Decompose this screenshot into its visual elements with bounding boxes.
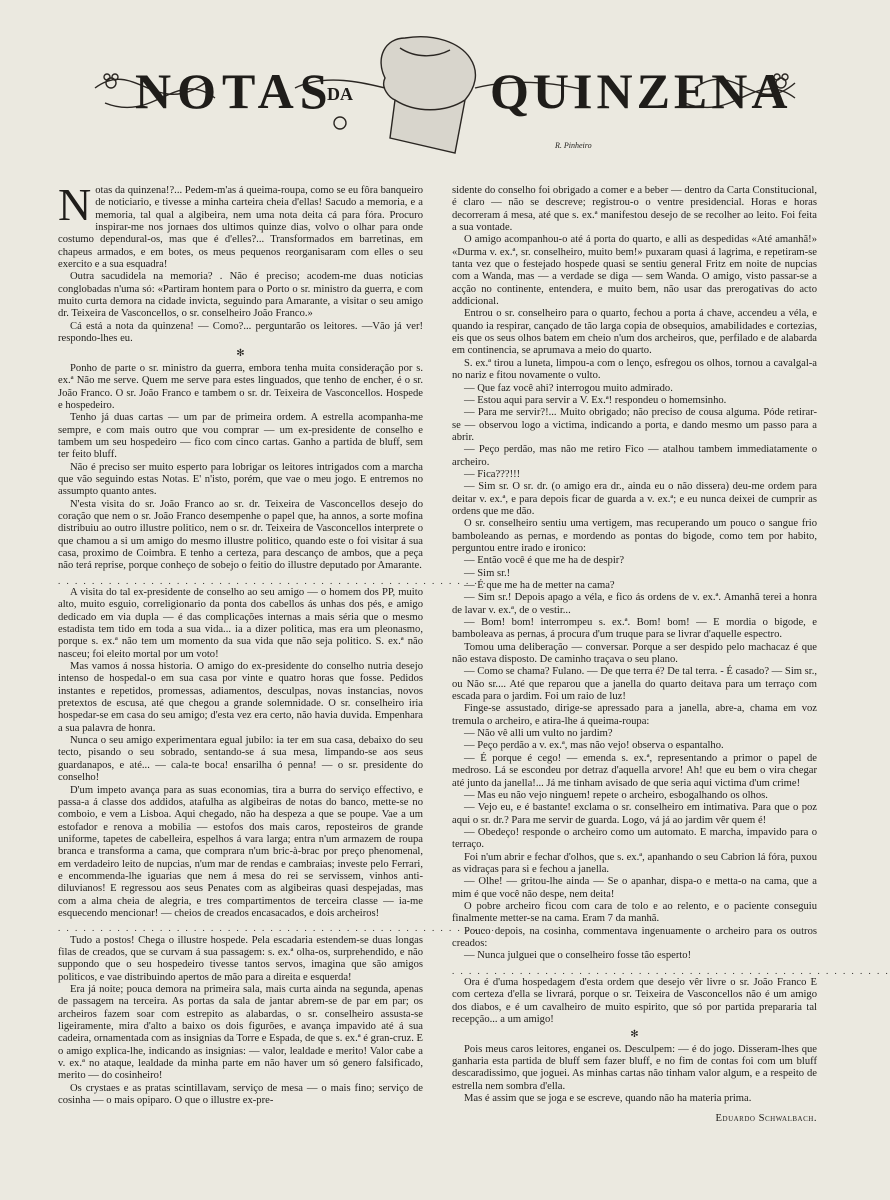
paragraph: O sr. conselheiro sentiu uma vertigem, mas recuperando um pouco o sangue frio bamboleando as pernas, e mordendo as pontas do bigode, como tem por habito, perguntou entre irado e ironico: xyxy=(452,518,817,554)
title-notas: NOTAS xyxy=(135,63,334,119)
paragraph: Entrou o sr. conselheiro para o quarto, fechou a porta á chave, accendeu a véla, e quando ia respirar, cançado de tão larga copia de obsequios, amabilidades e cortezias, eis que os seus olhos batem em cheio n'um dos archeiros, que, perfilado e de alabarda em continencia, se aprumava a meio do quarto. xyxy=(452,308,817,357)
paragraph: Os crystaes e as pratas scintillavam, serviço de mesa — o mais fino; serviço de cosinha — o mais opiparo. O que o illustre ex-pre- xyxy=(58,1082,423,1107)
dialogue-line: — Fica???!!! xyxy=(464,468,521,480)
dialogue-line: — Que faz você ahi? interrogou muito admirado. xyxy=(464,382,673,394)
paragraph: A visita do tal ex-presidente de conselho ao seu amigo — o homem dos PP, muito alto, muito esguio, correligionario da ponta dos cabellos ás unhas dos pés, e amigo dedicado em via dupla — é das complicações internas a mais séria que o mesmo estadista tem tido em toda a sua vida... ia a dizer politica, mas era um pleonasmo, porque s. ex.ª não tem um momento da sua vida que não seja politico. S. ex.ª não nasceu; foi eleito mortal por um voto! xyxy=(58,587,423,660)
paragraph: N'esta visita do sr. João Franco ao sr. dr. Teixeira de Vasconcellos desejo do coração que nem o sr. João Franco desempenhe o papel que, ha annos, a sorte mofina distribuiu ao outro illustre politico, nem o sr. dr. Teixeira de Vasconcellos interprete o que chamou a si um amigo do mesmo illustre politico, quando este o foi visitar á sua casa, proximo de Coimbra. E tenho a certeza, para descanço de ambos, que a peça não terá reprise, porque conheço de sobejo o feitio do illustre deputado por Amarante. xyxy=(58,498,423,572)
dialogue-line: — Obedeço! responde o archeiro como um automato. E marcha, impavido para o terraço. xyxy=(452,826,817,851)
dialogue-line: — É que me ha de metter na cama? xyxy=(464,580,615,591)
masthead-illustration xyxy=(95,28,795,158)
dialogue-line: — Bom! bom! interrompeu s. ex.ª. Bom! bom! — E mordia o bigode, e bamboleava as pernas, á procura d'um truque para se livrar d'aquelle espectro. xyxy=(452,617,817,641)
paragraph: Mas é assim que se joga e se escreve, quando não ha materia prima. xyxy=(464,1093,752,1105)
paragraph: Tenho já duas cartas — um par de primeira ordem. A estrella acompanha-me sempre, e com mais outro que vou comprar — um ex-presidente de conselho e tambem um seu hospedeiro — fico com cinco cartas. Ganho a partida de bluff, sem ter feito bluff. xyxy=(58,412,423,461)
paragraph: Outra sacudidela na memoria? . Não é preciso; acodem-me duas noticias conglobadas n'uma só: «Partiram hontem para o Porto o sr. ministro da guerra, e com muito curta demora na cidade invicta, seguindo para Amarante, a visitar o seu amigo dr. Teixeira de Vasconcellos, o sr. conselheiro João Franco.» xyxy=(58,271,423,320)
paragraph: S. ex.ª tirou a luneta, limpou-a com o lenço, esfregou os olhos, tornou a cavalgal-a no nariz e fitou novamente o vulto. xyxy=(452,357,817,382)
dotted-separator: . . . . . . . . . . . . . . . . . . . . . . . . . . . . . . . . . . . . . . . . . . . . . . . . . . . . xyxy=(58,923,496,934)
paragraph: Ponho de parte o sr. ministro da guerra, embora tenha muita consideração por s. ex.ª Não me serve. Quem me serve para estes linguados, que tenho de encher, é o sr. João Franco. O sr. João Franco e tambem o sr. dr. Teixeira de Vasconcellos. Hospede e hospedeiro. xyxy=(58,362,423,411)
paragraph: Notas da quinzena!?... Pedem-m'as á queima-roupa, como se eu fôra banqueiro de noticiario, e tivesse a minha carteira cheia d'ellas! Sacudo a memoria, e a memoria, tal qual a algibeira, nem uma nota deita cá para fóra. Procuro inspirar-me nos jornaes dos ultimos quinze dias, volvo o olhar para onde costumo dependural-os, mas que é d'elles?... Transformados em barretinas, em chapeus armados, e em botes, os meus pequenos reorganisaram com elles o seu exercito e a sua esquadra! xyxy=(58,179,423,271)
paragraph: Pouco depois, na cosinha, commentava ingenuamente o archeiro para os outros creados: xyxy=(452,925,817,949)
dotted-separator: . . . . . . . . . . . . . . . . . . . . . . . . . . . . . . . . . . . . . . . . . . . . . . . . . . . . xyxy=(452,965,890,976)
dialogue-line: — Sim sr. O sr. dr. (o amigo era dr., ainda eu o não dissera) deu-me ordem para deitar v. ex.ª, e para depois ficar de guarda a v. ex.ª; e eu nunca deixei de cumprir as ordens que me dão. xyxy=(452,481,817,517)
dialogue-line: — Para me servir?!... Muito obrigado; não preciso de cousa alguma. Póde retirar-se — observou logo a victima, indicando a porta, e dando mesmo um passo para a abrir. xyxy=(452,407,817,443)
paragraph: Mas vamos á nossa historia. O amigo do ex-presidente do conselho nutria desejo intenso de hospedal-o em sua casa por vinte e quatro horas que fosse. Pedidos instantes e repetidos, promessas, adiamentos, desculpas, novas instancias, novos pretextos de escusa, até que chegou a grande solemnidade. O sr. conselheiro iria hospedar-se em casa do seu amigo; d'esta vez era certo, não havia duvida. Empenhara a sua palavra de honra. xyxy=(58,661,423,734)
dialogue-line: — Sim sr.! xyxy=(464,567,511,579)
paragraph: Cá está a nota da quinzena! — Como?... perguntarão os leitores. —Vão já ver! respondo-lhes eu. xyxy=(58,320,423,345)
right-column xyxy=(452,185,890,1126)
dialogue-line: — Então você é que me ha de despir? xyxy=(464,555,625,567)
section-separator-icon: ✻ xyxy=(630,1029,639,1041)
dialogue-line: — Estou aqui para servir a V. Ex.ª! respondeu o homemsinho. xyxy=(464,394,727,406)
paragraph: D'um impeto avança para as suas economias, tira a burra do serviço effectivo, e passa-a á classe dos addidos, atafulha as algibeiras de notas do banco, mette-se no comboio, e vem a Lisboa. Aqui chegado, não ha despeza a que se poupe. Vae a um estofador e renova a mobilia — estofos dos mais caros, reposteiros de grande uniforme, tapetes de cabelleira, espelhos á vara larga; entra n'um armazem de roupa branca e transforma a cama, que comprara n'um bric-à-brac por preço phenomenal, em verdadeiro leito de nupcias, n'um mar de rendas e cambraias; investe pelo Ferrari, e encommenda-lhe iguarias que nem á mesa do rei se servissem, vinhos anti-diluvianos! E regressou aos seus Penates com as algibeiras quasi despejadas, mas com a alma cheia de alegria, e tres compartimentos de terceira classe — ia-me esquecendo mencionar! — cheios de creados encasacados, e dois archeiros! xyxy=(58,784,423,919)
paragraph: O pobre archeiro ficou com cara de tolo e ao relento, e o paciente conseguiu finalmente metter-se na cama. Eram 7 da manhã. xyxy=(452,900,817,925)
dialogue-line: — É porque é cego! — emenda s. ex.ª, representando a primor o papel de medroso. Lá se escondeu por detraz d'aquella arvore! Ah! que eu bem o vira chegar até junto da janella!... Já me tinham avisado de que seria aqui victima d'um crime! xyxy=(452,752,817,789)
dialogue-line: — Não vê alli um vulto no jardim? xyxy=(464,728,613,740)
paragraph: Ora é d'uma hospedagem d'esta ordem que desejo vêr livre o sr. João Franco E com certeza d'ella se livrará, porque o sr. Teixeira de Vasconcellos não é um amigo dos diabos, e é um cavalheiro de muito espirito, que só por partida prepararia tal recepção... a um amigo! xyxy=(452,977,817,1026)
author-signature: Eduardo Schwalbach. xyxy=(715,1113,817,1125)
paragraph: O amigo acompanhou-o até á porta do quarto, e alli as despedidas «Até amanhã!» «Durma v. ex.ª, sr. conselheiro, muito bem!» puxaram quasi á lagrima, e repetiram-se tanta vez que o festejado hospede quasi se sentiu general Fritz em noite de nupcias com a Wanda, mas — a verdade se diga — sem Wanda. O amigo, visto passar-se a acção no continente, entendera, e muito bem, não usar das prerogativas do acto addicional. xyxy=(452,234,817,308)
dialogue-line: — Peço perdão, mas não me retiro Fico — atalhou tambem immediatamente o archeiro. xyxy=(452,444,817,468)
paragraph: Pois meus caros leitores, enganei os. Desculpem: — é do jogo. Disseram-lhes que ganharia esta partida de bluff sem fazer bluff, e no fim de contas foi com um bluff descaradissimo, que joguei. As minhas cartas não tinham valor algum, e a respeito de estrella nem sombra d'ella. xyxy=(452,1043,817,1092)
paragraph: Era já noite; pouca demora na primeira sala, mais curta ainda na segunda, apenas de passagem na terceira. As portas da sala de jantar abrem-se de par em par; os archeiros fazem soar com estrepito as alabardas, o sr. conselheiro assusta-se ligeiramente, mira d'alto a baixo os dois figurões, e avança impavido até á sua cadeira, ornamentada com as insignias da Torre e Espada, de que s. ex.ª é gran-cruz. E o amigo explica-lhe, indicando as insignias: — valor, lealdade e merito! Valor cabe a v. ex.ª no ataque, lealdade da minha parte em não haver um só genero falsificado, merito — do cosinheiro! xyxy=(58,984,423,1082)
dialogue-line: — Mas eu não vejo ninguem! repete o archeiro, esbogalhando os olhos. xyxy=(464,789,768,801)
paragraph: sidente do conselho foi obrigado a comer e a beber — dentro da Carta Constitucional, é claro — não se descreve; registrou-o o ventre presidencial. Horas e horas decorreram á mesa, até que s. ex.ª manifestou desejo de se recolher ao leito. Foi feita a sua vontade. xyxy=(452,185,817,234)
dotted-separator: . . . . . . . . . . . . . . . . . . . . . . . . . . . . . . . . . . . . . . . . . . . . . . . . . . . . xyxy=(58,575,496,586)
dialogue-line: — Sim sr.! Depois apago a véla, e fico ás ordens de v. ex.ª. Amanhã terei a honra de lavar v. ex.ª, de o vestir... xyxy=(452,592,817,616)
paragraph: Tomou uma deliberação — conversar. Porque a ser despido pelo machacaz é que não estava disposto. De caminho traçava o seu plano. xyxy=(452,641,817,666)
dialogue-line: — Olhe! — gritou-lhe ainda — Se o apanhar, dispa-o e metta-o na cama, que a mim é que você não despe, nem deita! xyxy=(452,876,817,900)
title-quinzena: QUINZENA xyxy=(490,63,792,119)
dialogue-line: — Peço perdão a v. ex.ª, mas não vejo! observa o espantalho. xyxy=(464,740,724,752)
paragraph: Foi n'um abrir e fechar d'olhos, que s. ex.ª, apanhando o seu Cabrion lá fóra, puxou as vidraças para si e fechou a janella. xyxy=(452,851,817,875)
paragraph: Nunca o seu amigo experimentara egual jubilo: ia ter em sua casa, debaixo do seu tecto, pisando o seu sobrado, sentando-se á sua mesa, limpando-se aos seus guardanapos, e até... — cala-te boca! ensarilha ó penna! — o sr. presidente do conselho! xyxy=(58,735,423,784)
paragraph: Não é preciso ser muito esperto para lobrigar os leitores intrigados com a marcha que vão seguindo estas Notas. E' n'isto, porém, que vae o meu jogo. E entremos no assumpto quanto antes. xyxy=(58,461,423,498)
artist-signature: R. Pinheiro xyxy=(555,141,592,150)
paragraph: Tudo a postos! Chega o illustre hospede. Pela escadaria estendem-se duas longas filas de creados, que se curvam á sua passagem: s. ex.ª olha-os, surprehendido, e não suppondo que o seu hospedeiro tivesse tantos servos, imagina que são amigos politicos, e vae distribuindo apertos de mão para a direita e esquerda! xyxy=(58,934,423,983)
drop-cap: N xyxy=(58,179,92,230)
paragraph: — Como se chama? Fulano. — De que terra é? De tal terra. - É casado? — Sim sr., ou Não sr.... Até que reparou que a janella do quarto deitava para um terraço com escada para o jardim. Foi um raio de luz! xyxy=(452,666,818,703)
title-da: DA xyxy=(327,84,353,104)
dialogue-line: — Nunca julguei que o conselheiro fosse tão esperto! xyxy=(464,950,692,962)
dialogue-line: — Vejo eu, e é bastante! exclama o sr. conselheiro em intimativa. Para que o poz aqui o sr. dr.? Para me servir de guarda. Logo, vá já ao jardim vêr quem é! xyxy=(452,802,817,826)
paragraph: Finge-se assustado, dirige-se apressado para a janella, abre-a, chama em voz tremula o archeiro, e atira-lhe á queima-roupa: xyxy=(452,703,817,727)
section-separator-icon: ✻ xyxy=(236,348,245,360)
